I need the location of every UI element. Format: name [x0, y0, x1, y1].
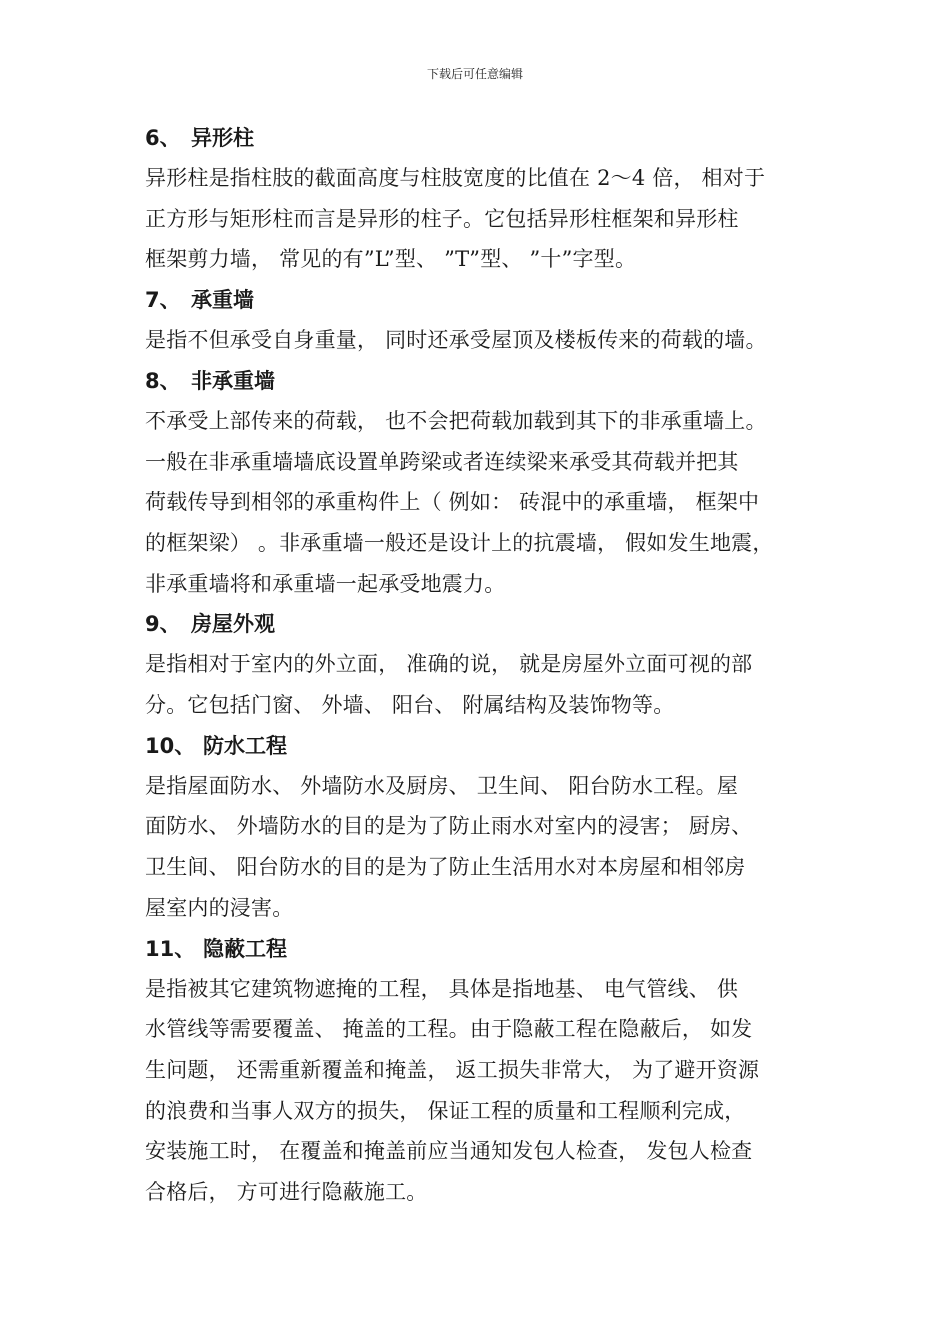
section-title: 隐蔽工程	[203, 936, 287, 961]
body-line: 分。它包括门窗、 外墙、 阳台、 附属结构及装饰物等。	[145, 693, 675, 718]
body-line: 合格后， 方可进行隐蔽施工。	[145, 1180, 428, 1205]
section-number: 8、	[145, 368, 181, 393]
body-line: 一般在非承重墙墙底设置单跨梁或者连续梁来承受其荷载并把其	[145, 449, 739, 474]
body-line: 是指屋面防水、 外墙防水及厨房、 卫生间、 阳台防水工程。屋	[145, 773, 739, 798]
body-line: 异形柱是指柱肢的截面高度与柱肢宽度的比值在 2～4 倍， 相对于	[145, 166, 766, 190]
body-line: 水管线等需要覆盖、 掩盖的工程。由于隐蔽工程在隐蔽后， 如发	[145, 1017, 753, 1042]
section-heading	[145, 280, 825, 320]
body-line: 的框架梁） 。非承重墙一般还是设计上的抗震墙， 假如发生地震，	[145, 530, 774, 555]
document-body	[145, 118, 825, 1213]
page-header: 下载后可任意编辑	[426, 67, 523, 81]
body-line: 生问题， 还需重新覆盖和掩盖， 返工损失非常大， 为了避开资源	[145, 1057, 760, 1082]
body-line: 卫生间、 阳台防水的目的是为了防止生活用水对本房屋和相邻房	[145, 855, 746, 880]
body-line: 是指被其它建筑物遮掩的工程， 具体是指地基、 电气管线、 供	[145, 976, 739, 1001]
section-title: 承重墙	[191, 288, 254, 313]
section-8	[145, 361, 825, 605]
section-title: 防水工程	[203, 733, 287, 758]
body-line: 是指不但承受自身重量， 同时还承受屋顶及楼板传来的荷载的墙。	[145, 328, 767, 353]
body-line: 的浪费和当事人双方的损失， 保证工程的质量和工程顺利完成，	[145, 1098, 746, 1123]
section-title: 非承重墙	[191, 368, 275, 393]
section-11	[145, 929, 825, 1213]
body-line: 非承重墙将和承重墙一起承受地震力。	[145, 571, 506, 596]
section-heading	[145, 604, 825, 644]
body-line: 框架剪力墙， 常见的有”L”型、 ”T”型、 ”十”字型。	[145, 247, 637, 272]
section-title: 异形柱	[191, 126, 254, 150]
section-number: 9、	[145, 612, 181, 637]
section-6	[145, 118, 825, 280]
body-line: 屋室内的浸害。	[145, 895, 294, 920]
section-number: 7、	[145, 288, 181, 313]
body-line: 荷载传导到相邻的承重构件上（ 例如： 砖混中的承重墙， 框架中	[145, 490, 760, 515]
section-heading	[145, 726, 825, 766]
section-10	[145, 726, 825, 929]
section-heading	[145, 929, 825, 969]
section-heading	[145, 361, 825, 401]
section-7	[145, 280, 825, 361]
section-number: 11、	[145, 936, 196, 961]
section-number: 6、	[145, 126, 181, 150]
body-line: 是指相对于室内的外立面， 准确的说， 就是房屋外立面可视的部	[145, 652, 753, 677]
body-line: 面防水、 外墙防水的目的是为了防止雨水对室内的浸害； 厨房、	[145, 814, 753, 839]
body-line: 不承受上部传来的荷载， 也不会把荷载加载到其下的非承重墙上。	[145, 408, 767, 433]
body-line: 安装施工时， 在覆盖和掩盖前应当通知发包人检查， 发包人检查	[145, 1139, 753, 1164]
section-title: 房屋外观	[191, 612, 275, 637]
section-heading	[145, 118, 825, 158]
section-9	[145, 604, 825, 725]
section-number: 10、	[145, 733, 196, 758]
body-line: 正方形与矩形柱而言是异形的柱子。它包括异形柱框架和异形柱	[145, 206, 739, 231]
